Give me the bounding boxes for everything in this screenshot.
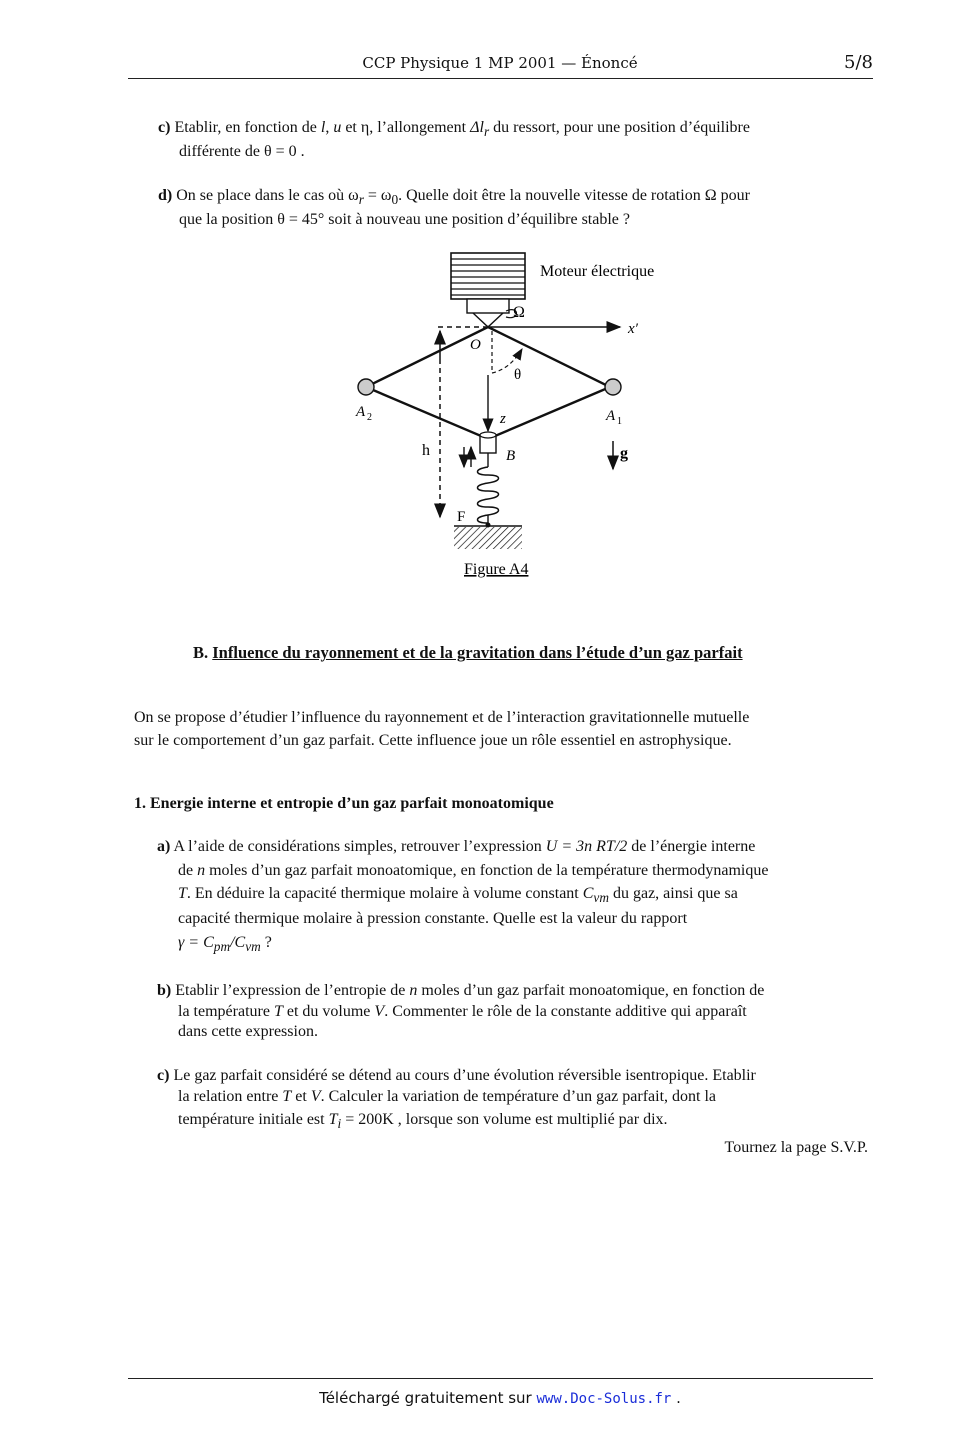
omega-label: Ω bbox=[513, 304, 525, 321]
question-label: c) bbox=[158, 119, 171, 136]
f-label: F bbox=[457, 509, 466, 525]
text: la température bbox=[178, 1003, 270, 1020]
question-label: a) bbox=[157, 838, 171, 855]
subscript: pm bbox=[213, 939, 231, 955]
question-1-title: 1. Energie interne et entropie d’un gaz parfait monoatomique bbox=[134, 795, 554, 812]
var-t: T bbox=[178, 885, 187, 902]
text: , l’allongement bbox=[369, 119, 467, 136]
eta-symbol: η bbox=[360, 119, 370, 136]
subscript: vm bbox=[245, 939, 261, 955]
omega-symbol: Ω bbox=[704, 187, 717, 204]
b-label: B bbox=[506, 448, 516, 464]
omega-r: ω bbox=[348, 187, 359, 204]
text: . Commenter le rôle de la constante additive qui apparaît bbox=[384, 1003, 747, 1020]
question-d-line2: que la position θ = 45° soit à nouveau une position d’équilibre stable ? bbox=[179, 211, 630, 228]
question-label: b) bbox=[157, 982, 172, 999]
question-1a-line5 bbox=[178, 931, 272, 958]
subscript: vm bbox=[593, 890, 609, 906]
footer bbox=[0, 1389, 980, 1407]
text: température initiale est bbox=[178, 1111, 325, 1128]
var-t: T bbox=[328, 1111, 338, 1128]
question-1a-line4: capacité thermique molaire à pression constante. Quelle est la valeur du rapport bbox=[178, 910, 688, 927]
theta-label: θ bbox=[514, 367, 522, 383]
question-c-line2: différente de θ = 0 . bbox=[179, 143, 305, 160]
question-1c-line3 bbox=[178, 1108, 668, 1135]
turn-page-note: Tournez la page S.V.P. bbox=[724, 1139, 868, 1156]
text: ? bbox=[264, 934, 272, 951]
mass-a2 bbox=[358, 379, 374, 395]
question-1a-line2 bbox=[178, 859, 768, 882]
var-t: T bbox=[273, 1003, 283, 1020]
gamma-formula: γ = C bbox=[178, 934, 214, 951]
spring bbox=[478, 453, 499, 528]
text: du ressort, pour une position d’équilibre bbox=[493, 119, 750, 136]
var-u: u bbox=[333, 119, 342, 136]
footer-rule bbox=[128, 1378, 873, 1379]
z-label: z bbox=[500, 411, 506, 427]
text: = bbox=[367, 187, 377, 204]
var-c: C bbox=[582, 885, 594, 902]
a1-label: A bbox=[606, 408, 616, 424]
a1-subscript: 1 bbox=[617, 416, 622, 427]
text: Etablir, en fonction de bbox=[174, 119, 317, 136]
mass-a1 bbox=[605, 379, 621, 395]
figure-a4 bbox=[330, 245, 690, 585]
page-header-title: CCP Physique 1 MP 2001 — Énoncé bbox=[362, 54, 638, 72]
question-1a bbox=[157, 835, 877, 858]
footer-text: Téléchargé gratuitement sur bbox=[319, 1389, 532, 1407]
delta-l: Δl bbox=[470, 119, 484, 136]
section-prefix: B. bbox=[193, 643, 209, 662]
header-rule bbox=[128, 78, 873, 79]
text: . Quelle doit être la nouvelle vitesse de rotation bbox=[398, 187, 701, 204]
text: et bbox=[345, 119, 357, 136]
subscript: r bbox=[483, 124, 490, 140]
text: = 200K , lorsque son volume est multiplié par dix. bbox=[345, 1111, 668, 1128]
ground-hatch bbox=[454, 527, 522, 549]
text: . Calculer la variation de température d’un gaz parfait, dont la bbox=[320, 1088, 717, 1105]
text: de l’énergie interne bbox=[631, 838, 756, 855]
question-1b-line3: dans cette expression. bbox=[178, 1023, 318, 1040]
subscript: r bbox=[358, 192, 364, 208]
var-n: n bbox=[409, 982, 418, 999]
formula-u: U = 3n RT/2 bbox=[545, 838, 628, 855]
var-n: n bbox=[197, 862, 206, 879]
text: A l’aide de considérations simples, retrouver l’expression bbox=[173, 838, 542, 855]
subscript: i bbox=[337, 1116, 342, 1132]
text: moles d’un gaz parfait monoatomique, en fonction de la température thermodynamique bbox=[209, 862, 769, 879]
text: de bbox=[178, 862, 194, 879]
question-1b bbox=[157, 979, 877, 1002]
var-l: l bbox=[320, 119, 326, 136]
origin-label: O bbox=[470, 337, 481, 353]
subscript: 0 bbox=[391, 192, 399, 208]
omega-0: ω bbox=[380, 187, 392, 204]
text: . En déduire la capacité thermique molaire à volume constant bbox=[186, 885, 579, 902]
text: pour bbox=[720, 187, 750, 204]
text: On se place dans le cas où bbox=[176, 187, 345, 204]
question-1a-line3 bbox=[178, 882, 738, 909]
footer-link[interactable]: www.Doc-Solus.fr bbox=[536, 1391, 672, 1407]
section-b-title bbox=[193, 643, 743, 663]
text: /C bbox=[230, 934, 246, 951]
question-label: d) bbox=[158, 187, 173, 204]
figure-caption: Figure A4 bbox=[464, 561, 529, 578]
text: et bbox=[295, 1088, 307, 1105]
text: , bbox=[325, 119, 330, 136]
g-label: g bbox=[620, 445, 628, 462]
text: moles d’un gaz parfait monoatomique, en fonction de bbox=[421, 982, 765, 999]
a2-label: A bbox=[356, 404, 366, 420]
motor-label: Moteur électrique bbox=[540, 263, 655, 280]
a2-subscript: 2 bbox=[367, 412, 372, 423]
intro-line2: sur le comportement d’un gaz parfait. Cette influence joue un rôle essentiel en astrophysique. bbox=[134, 732, 732, 749]
text: Le gaz parfait considéré se détend au cours d’une évolution réversible isentropique. Etablir bbox=[173, 1067, 756, 1084]
x-axis-label: x′ bbox=[628, 321, 638, 337]
text: Etablir l’expression de l’entropie de bbox=[175, 982, 406, 999]
var-t: T bbox=[282, 1088, 292, 1105]
slider-top bbox=[480, 432, 496, 438]
question-1c bbox=[157, 1064, 877, 1087]
h-label: h bbox=[422, 442, 430, 459]
var-v: V bbox=[310, 1088, 321, 1105]
text: du gaz, ainsi que sa bbox=[612, 885, 738, 902]
var-v: V bbox=[374, 1003, 385, 1020]
page-number: 5/8 bbox=[844, 52, 873, 73]
footer-dot: . bbox=[676, 1389, 681, 1407]
question-label: c) bbox=[157, 1067, 170, 1084]
section-title-text: Influence du rayonnement et de la gravitation dans l’étude d’un gaz parfait bbox=[212, 643, 743, 662]
text: la relation entre bbox=[178, 1088, 279, 1105]
text: et du volume bbox=[286, 1003, 371, 1020]
question-1c-line2 bbox=[178, 1085, 716, 1108]
intro-line1: On se propose d’étudier l’influence du rayonnement et de l’interaction gravitationnelle mutuelle bbox=[134, 709, 750, 726]
